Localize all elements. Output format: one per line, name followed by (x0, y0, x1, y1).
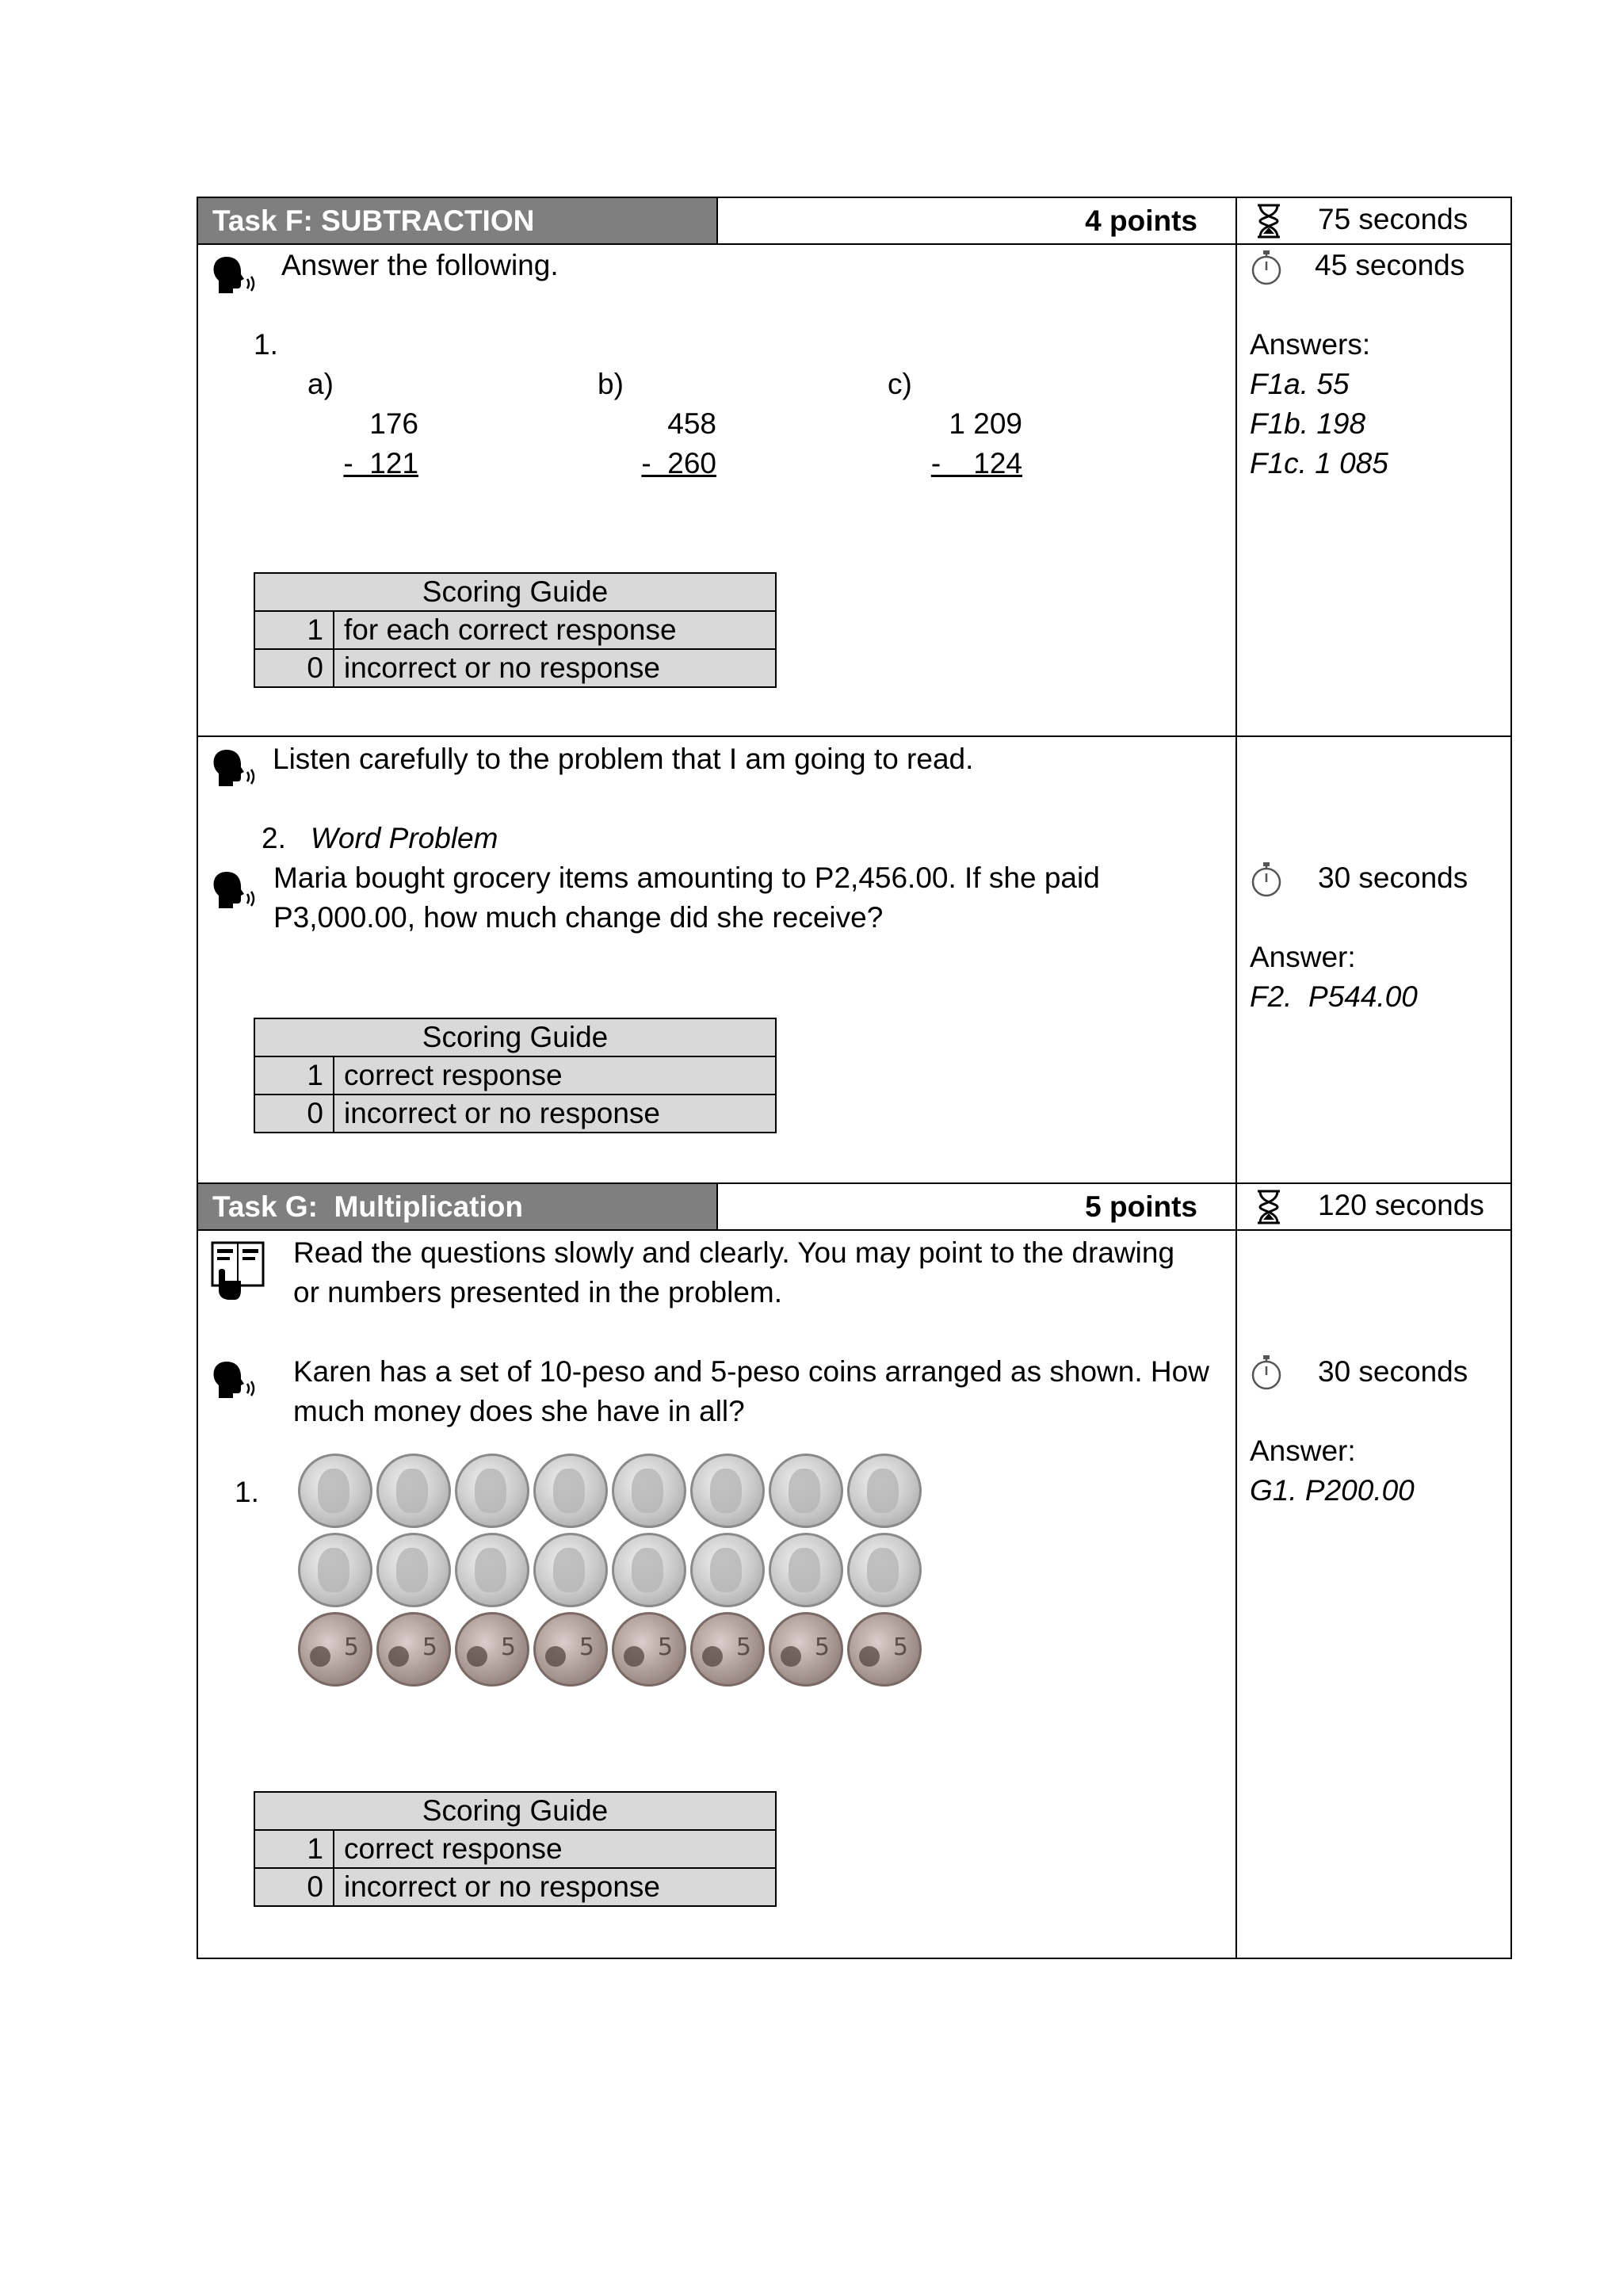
task-f-total-time: 75 seconds (1318, 203, 1468, 235)
task-g-instruction-line-2: or numbers presented in the problem. (293, 1276, 783, 1308)
stopwatch-icon (1249, 861, 1284, 899)
problem-c-bottom: - 124 (930, 447, 1022, 479)
word-problem-line-2: P3,000.00, how much change did she receive? (273, 901, 884, 934)
task-g-title: Task G: Multiplication (198, 1184, 716, 1229)
answer-label: Answer: (1250, 941, 1356, 973)
score-description: correct response (334, 1056, 776, 1095)
problem-c-label: c) (888, 368, 912, 400)
ten-peso-coin (847, 1454, 922, 1528)
ten-peso-coin (847, 1533, 922, 1607)
score-value: 0 (254, 649, 334, 687)
speaking-head-icon (211, 870, 257, 910)
task-f-points: 4 points (1085, 204, 1197, 237)
ten-peso-coin (533, 1454, 608, 1528)
speaking-head-icon (211, 255, 257, 295)
five-peso-coin (376, 1612, 451, 1687)
five-peso-coin (298, 1612, 372, 1687)
answer-f2: F2. P544.00 (1250, 980, 1418, 1013)
answers-label: Answers: (1250, 328, 1371, 361)
score-value: 1 (254, 1830, 334, 1868)
task-f-item-2-number: 2. (262, 822, 286, 854)
score-value: 1 (254, 611, 334, 649)
task-f-item-2-title: Word Problem (311, 822, 498, 854)
score-value: 0 (254, 1868, 334, 1906)
five-peso-coin (847, 1612, 922, 1687)
task-g-points: 5 points (1085, 1190, 1197, 1223)
frame-left (197, 197, 198, 1959)
problem-b-top: 458 (667, 407, 716, 440)
coin-arrangement (298, 1454, 932, 1699)
task-f-part2-time: 30 seconds (1318, 861, 1468, 894)
five-peso-coin (690, 1612, 765, 1687)
score-description: correct response (334, 1830, 776, 1868)
problem-a-top: 176 (369, 407, 418, 440)
row-divider-f-part2 (197, 735, 1512, 737)
ten-peso-coin (298, 1533, 372, 1607)
frame-right (1510, 197, 1512, 1959)
ten-peso-coin (769, 1454, 843, 1528)
ten-peso-coin (376, 1454, 451, 1528)
ten-peso-coin (690, 1533, 765, 1607)
score-description: incorrect or no response (334, 1095, 776, 1133)
answer-label: Answer: (1250, 1435, 1356, 1467)
column-divider (1235, 197, 1237, 1959)
scoring-guide-title: Scoring Guide (254, 1792, 776, 1830)
answer-f1a: F1a. 55 (1250, 368, 1350, 400)
speaking-head-icon (211, 748, 257, 788)
problem-b-bottom: - 260 (641, 447, 716, 479)
problem-b-label: b) (598, 368, 624, 400)
scoring-guide-f2 (254, 1018, 777, 1133)
problem-a-label: a) (307, 368, 334, 400)
stopwatch-icon (1249, 1354, 1284, 1392)
five-peso-coin (533, 1612, 608, 1687)
ten-peso-coin (455, 1454, 529, 1528)
task-g-total-time: 120 seconds (1318, 1189, 1484, 1221)
task-f-title: Task F: SUBTRACTION (198, 198, 716, 243)
task-f-instruction: Answer the following. (281, 249, 559, 281)
word-problem-line-1: Maria bought grocery items amounting to P2,456.00. If she paid (273, 861, 1100, 894)
hourglass-icon (1255, 1189, 1282, 1225)
score-description: incorrect or no response (334, 1868, 776, 1906)
task-f-item-1-number: 1. (254, 328, 278, 361)
ten-peso-coin (298, 1454, 372, 1528)
ten-peso-coin (455, 1533, 529, 1607)
task-g-instruction-line-1: Read the questions slowly and clearly. You may point to the drawing (293, 1236, 1175, 1269)
answer-f1b: F1b. 198 (1250, 407, 1366, 440)
task-g-problem-line-1: Karen has a set of 10-peso and 5-peso coins arranged as shown. How (293, 1355, 1209, 1388)
answer-g1: G1. P200.00 (1250, 1474, 1415, 1507)
ten-peso-coin (533, 1533, 608, 1607)
scoring-guide-title: Scoring Guide (254, 573, 776, 611)
ten-peso-coin (612, 1454, 686, 1528)
problem-c-top: 1 209 (949, 407, 1022, 440)
scoring-guide-title: Scoring Guide (254, 1018, 776, 1056)
pointing-at-card-icon (208, 1240, 268, 1301)
five-peso-coin (769, 1612, 843, 1687)
score-description: incorrect or no response (334, 649, 776, 687)
five-peso-coin (455, 1612, 529, 1687)
problem-a-bottom: - 121 (343, 447, 418, 479)
ten-peso-coin (690, 1454, 765, 1528)
task-f-part2-intro: Listen carefully to the problem that I am going to read. (273, 743, 974, 775)
scoring-guide-f1 (254, 572, 777, 688)
answer-f1c: F1c. 1 085 (1250, 447, 1388, 479)
task-g-time: 30 seconds (1318, 1355, 1468, 1388)
frame-bottom (197, 1958, 1512, 1959)
score-description: for each correct response (334, 611, 776, 649)
task-g-problem-line-2: much money does she have in all? (293, 1395, 745, 1427)
hourglass-icon (1255, 203, 1282, 239)
ten-peso-coin (376, 1533, 451, 1607)
score-value: 1 (254, 1056, 334, 1095)
speaking-head-icon (211, 1360, 257, 1400)
stopwatch-icon (1249, 249, 1284, 287)
score-value: 0 (254, 1095, 334, 1133)
five-peso-coin (612, 1612, 686, 1687)
task-g-item-1-number: 1. (235, 1476, 259, 1508)
scoring-guide-g1 (254, 1791, 777, 1907)
ten-peso-coin (612, 1533, 686, 1607)
task-f-part1-time: 45 seconds (1315, 249, 1465, 281)
ten-peso-coin (769, 1533, 843, 1607)
